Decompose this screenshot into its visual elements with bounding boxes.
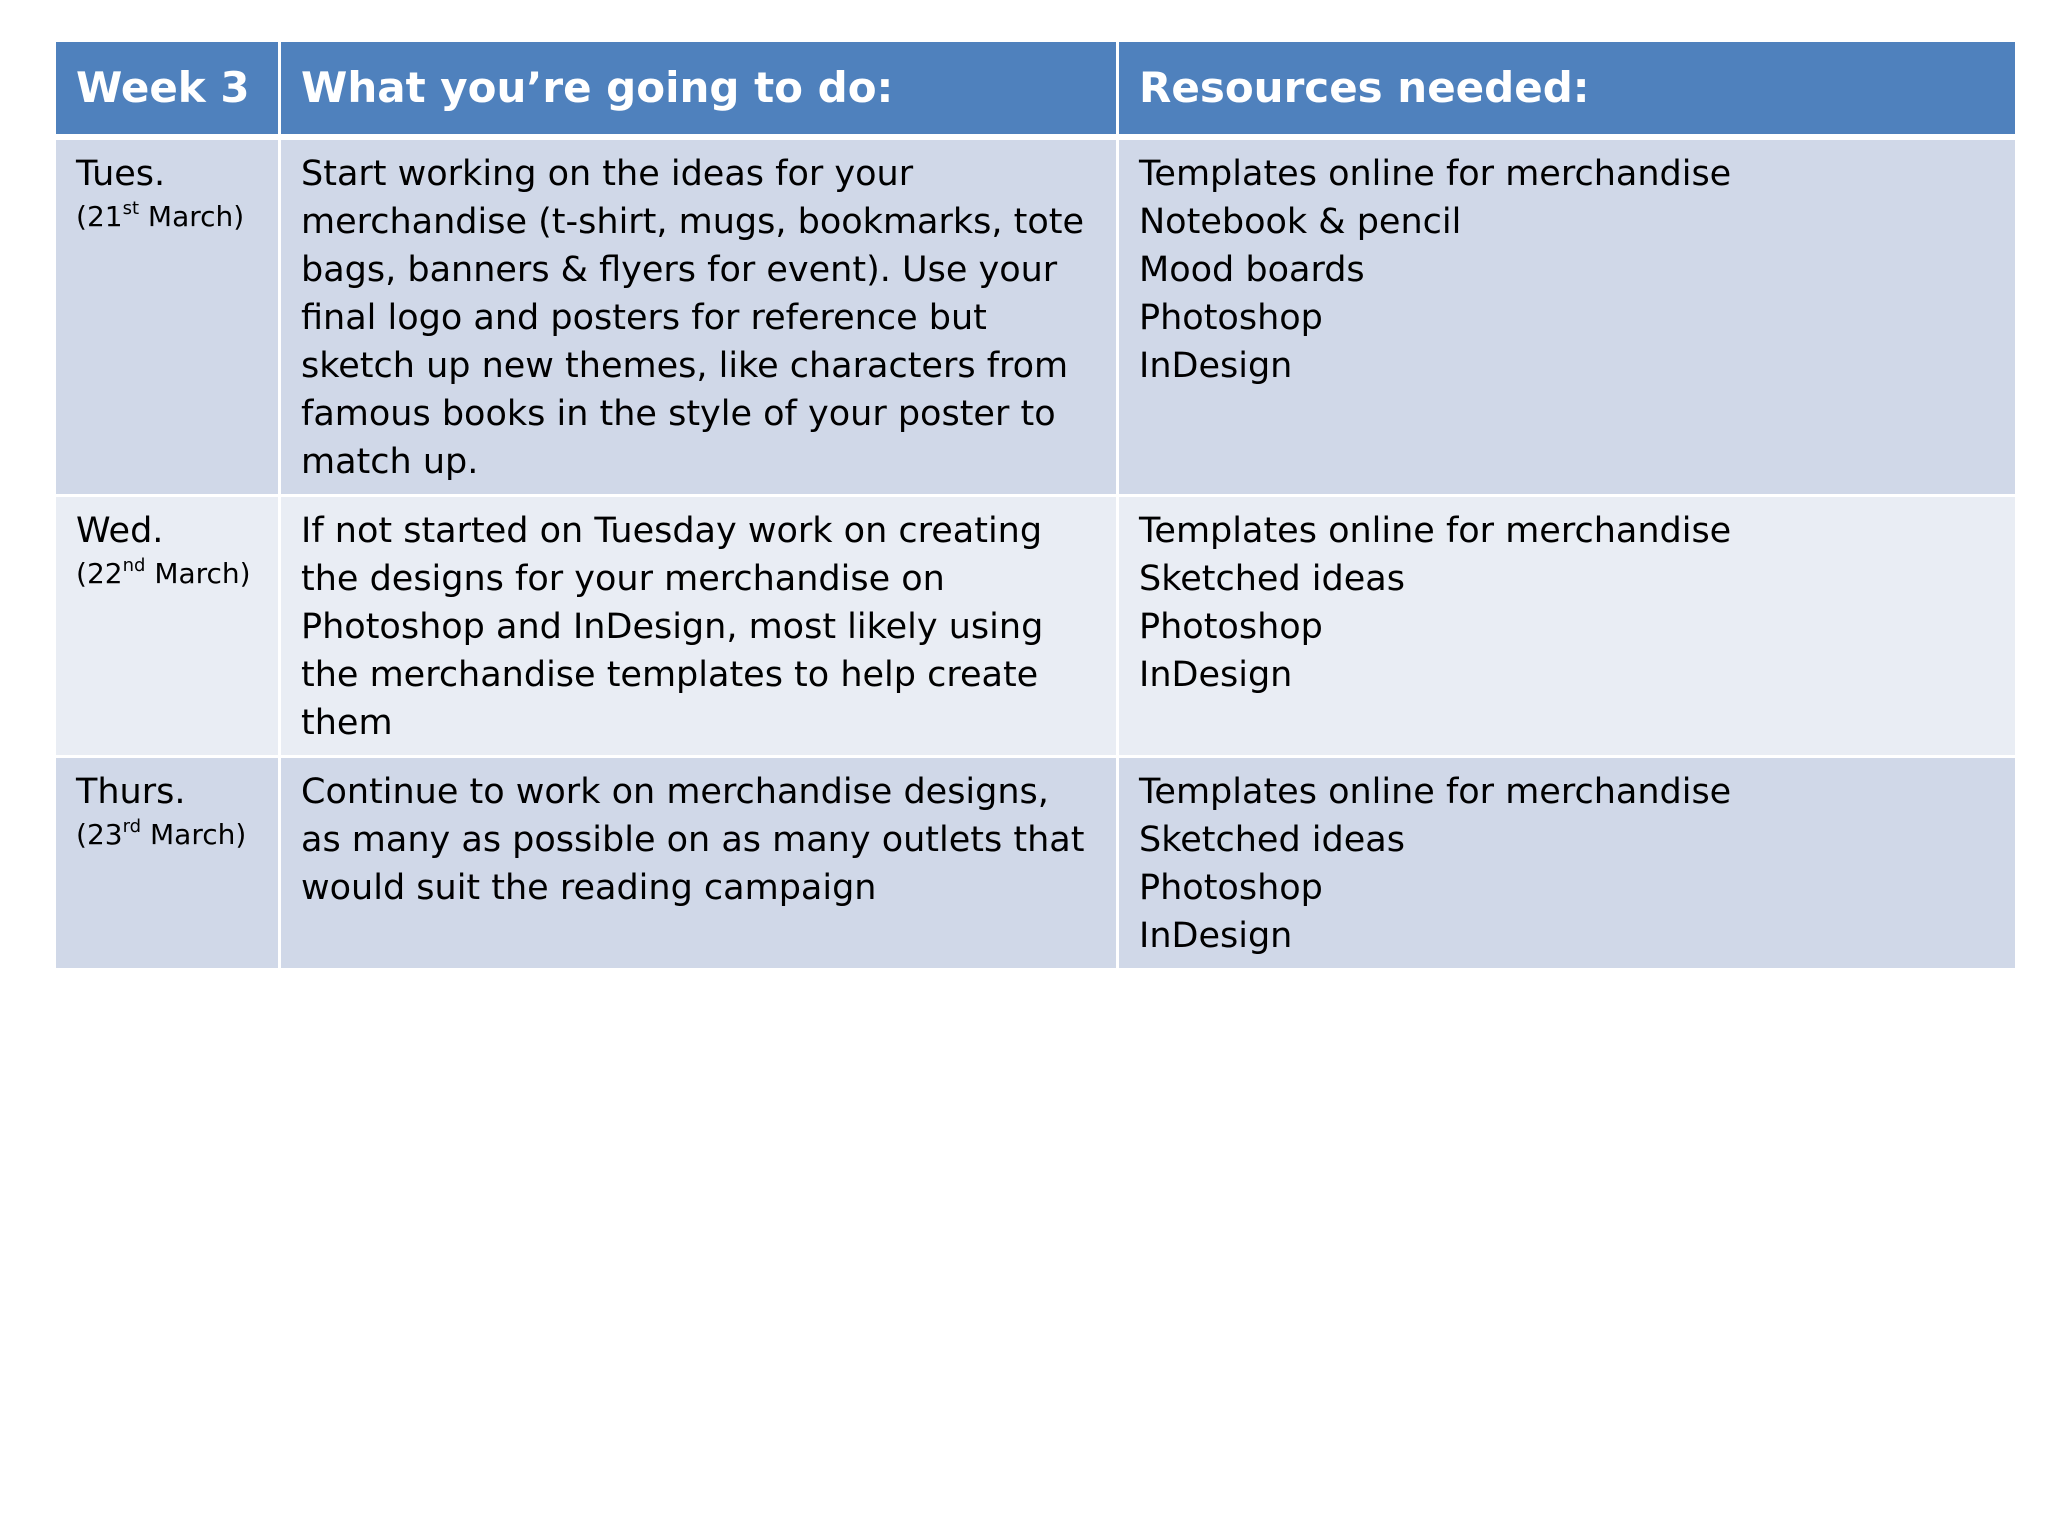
resource-item: Templates online for merchandise [1139,511,1732,551]
resources-cell [1118,757,2017,970]
day-date: (21st March) [76,198,245,233]
resource-item: Sketched ideas [1139,559,1405,599]
day-date: (22nd March) [76,555,251,590]
day-name: Thurs. [76,772,186,812]
day-name: Tues. [76,154,166,194]
date-month: March) [147,200,245,233]
resource-item: Templates online for merchandise [1139,772,1732,812]
task-cell [280,496,1118,757]
day-cell [55,137,280,496]
resource-item: Templates online for merchandise [1139,154,1732,194]
resource-item: Mood boards [1139,250,1365,290]
resource-item: Notebook & pencil [1139,202,1462,242]
task-text: Continue to work on merchandise designs, as many as possible on as many outlets that would suit the reading campaign [301,772,1085,908]
day-cell [55,757,280,970]
resources-list [1139,150,1995,390]
date-suffix: st [122,198,140,219]
weekly-plan-table [53,39,2018,971]
resources-list [1139,507,1995,699]
date-month: March) [150,818,247,851]
day-date: (23rd March) [76,816,247,851]
date-suffix: rd [122,816,142,837]
date-number: 22 [86,557,123,590]
resource-item: Photoshop [1139,868,1323,908]
task-text: If not started on Tuesday work on creating the designs for your merchandise on Photoshop and InDesign, most likely using the merchandise templates to help create them [301,511,1044,743]
table-row-tuesday [55,137,2017,496]
date-number: 21 [86,200,123,233]
resources-list [1139,768,1995,960]
date-month: March) [154,557,251,590]
day-cell [55,496,280,757]
day-name: Wed. [76,511,164,551]
date-number: 23 [86,818,123,851]
table-body [55,137,2017,970]
date-suffix: nd [122,555,146,576]
resource-item: InDesign [1139,916,1293,956]
resource-item: Photoshop [1139,298,1323,338]
task-cell [280,137,1118,496]
table-header [55,41,2017,138]
resource-item: InDesign [1139,346,1293,386]
resource-item: Sketched ideas [1139,820,1405,860]
table-row-wednesday [55,496,2017,757]
header-task: What you’re going to do: [280,41,1118,138]
header-resources: Resources needed: [1118,41,2017,138]
table-row-thursday [55,757,2017,970]
header-week: Week 3 [55,41,280,138]
task-text: Start working on the ideas for your merchandise (t-shirt, mugs, bookmarks, tote bags, banners & flyers for event). Use your final logo and posters for reference but sketch up new themes, like characters from famous books in the style of your poster to match up. [301,154,1085,482]
resource-item: InDesign [1139,655,1293,695]
header-row [55,41,2017,138]
resource-item: Photoshop [1139,607,1323,647]
task-cell [280,757,1118,970]
resources-cell [1118,137,2017,496]
resources-cell [1118,496,2017,757]
